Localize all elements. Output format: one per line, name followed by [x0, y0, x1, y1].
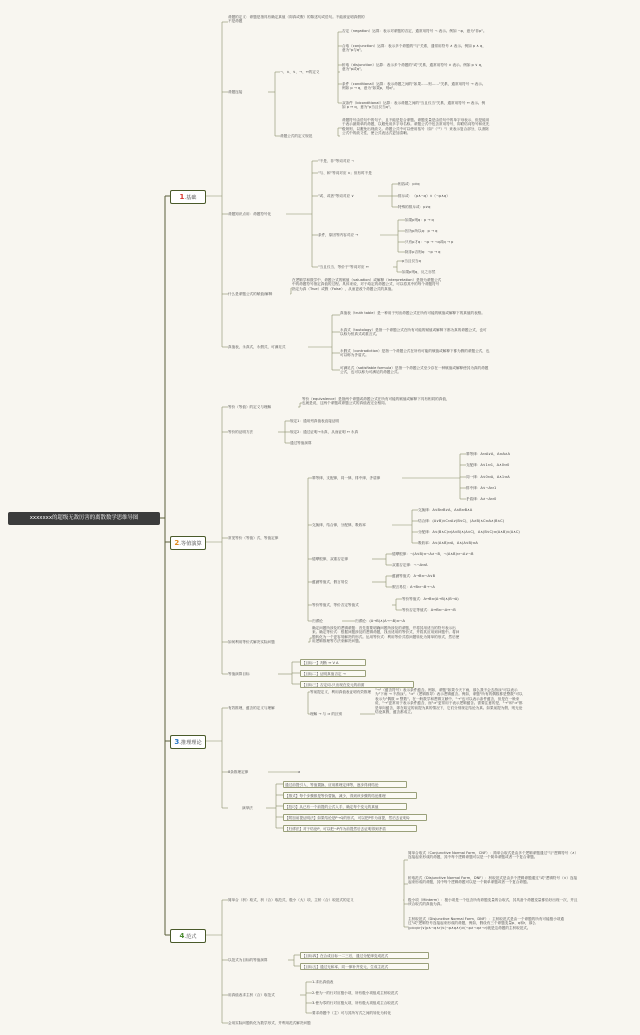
truth-table-def: 真值表（truth table）是一种用于列出命题公式在所有可能的赋值或解释下的真值的表格。 — [340, 311, 485, 315]
practical-equivalence-def: 确定问题所涉及的逻辑命题：首先需要明确问题所涉及的命题，并将其用适当的符号表示出来。确定等价式：根据问题涉及的逻辑命题，找出适用的等价式，并将其应用到问题中。将问题转化为一个更容易解决的形式。运用等价式：利用等价式将问题转化为简单的形式，然后使用逻辑推理等方法来解决问题。 — [312, 626, 460, 644]
interpretation-node[interactable]: 什么是命题公式的赋值/解释 — [228, 292, 273, 296]
iff-1: p当且仅当q — [402, 259, 421, 263]
root-node[interactable]: xxxxxxx的超级无敌厉害的离散数学思维导图 — [8, 512, 160, 525]
pdnf-def: 主析取范式（Disjunctive Normal Form，DNF）：主析取范式是由一个命题的所有可能极小项通过"或"逻辑符号连接起来形成的命题，例如，假设有三个命题变量p、q和r，那么(p∧q∧r)∨(p∧¬q∧r)∨(¬p∧q∧r)∨(¬p∧¬q∧¬r)就是这命题的主析取范式。 — [408, 917, 564, 930]
law-idempotent: 幂等律：A⇔A∨A，A⇔A∧A — [466, 452, 511, 456]
tt-step-4: 要求命题中（主）可与其所写式之间的转化为转化 — [312, 1011, 392, 1015]
formula-definition-node[interactable]: 命题公式的定义规范 — [280, 134, 313, 138]
connectives-node[interactable]: 命题连接 — [228, 90, 243, 94]
tt-step-2: 2.使为一的行对应极小项，所有极小项组成主析取范式 — [312, 991, 399, 995]
cond-node[interactable]: 条件，原因等内容对应 → — [318, 233, 359, 237]
normal-form-node[interactable]: 简单合（析）取式，析（合）取范式，极小（大）项，主析（合）取范式的定义 — [228, 898, 354, 902]
interpretation-def: 在逻辑学和数学中，命题公式的赋值（valuation）或解释（interpretation）是指为命题公式中的命题符号指定真值的过程。具体来说，对于给定的命题公式，可以将其中的每个命题符号指定为真（True）或假（False），从而更改个命题公式的真值。 — [292, 278, 442, 291]
contrast-node[interactable]: 理解 → 与 ⇒ 的区别 — [310, 712, 343, 716]
tt-step-3: 3.使为零的行对应极大项，所有极大项组成主合取范式 — [312, 1001, 399, 1005]
law-absorption: 吸收率：A∨(A∧B)⇔A，A∧(A∨B)⇔A — [418, 541, 478, 545]
section-4[interactable]: 4.范式 — [170, 929, 206, 943]
proposition-definition: 命题的定义：命题是指具有确定真值（即真或假）的陈述句或语句。不能被证明真假的不是命题 — [228, 15, 365, 24]
law-biconditional-negation: 等价否定等值式：A↔B⇔¬A↔¬B — [402, 608, 456, 612]
negation-def: 否定（negation）运算：表示对命题的否定，通常用符号 ¬ 表示。例如 ¬p，意为"非p"。 — [342, 29, 487, 33]
iff-2: 如果p则q，反之亦然 — [402, 270, 436, 274]
proof-1: 规定1：通用列真值表直接证明 — [290, 419, 340, 423]
laws-group-d[interactable]: 蕴涵等值式，假言易位 — [312, 580, 348, 584]
sym-or-node[interactable]: "或、或者"等词对应 ∨ — [318, 194, 354, 198]
practical-nf-node[interactable]: 会用实际问题转化为数学形式，并利用范式解决问题 — [228, 1021, 311, 1025]
section-1[interactable]: 1.基础 — [170, 190, 206, 204]
contrast-def: "→"（蕴含符号）表示条件蕴含。例如，命题"如果今天下雨，那么我不会去游泳"可以表示为"下雨 → 不游泳"。"⇒"（逻辑推导）表示逻辑蕴含。例如，命题"所有的偶数都是整数"可以表示为"偶数 ⇒ 整数"。在一般数学和逻辑文献中，"→"也可以表示条件蕴含，但是在一般来说，"→"更常用于表示条件蕴含，而"⇒"更常用于表示逻辑蕴含。需要注意的是，"→"和"⇒"都是单向蕴含，即在给定的前提为真的情况下，它们分别规定结论为真。如果前提为假，则无论结论真假，蕴含都成立。 — [375, 688, 523, 715]
conjunction-def: 合取（conjunction）运算：表示多个命题的"与"关系，通常用符号 ∧ 表示。例如 p ∧ q，意为"p与q"。 — [342, 44, 486, 53]
calculus-goals-node[interactable]: 等值演算目标 — [228, 672, 250, 676]
law-associative: 结合律：(A∨B)∨C⇔A∨(B∨C)，(A∧B)∧C⇔A∧(B∧C) — [418, 519, 504, 523]
calc-goal-1: 【目标一】判断 ↔ V A — [300, 659, 366, 666]
nf-goal-2: 【目标五】通过无和率、同一律补齐变元，生成主范式 — [300, 963, 429, 970]
sym-and: "与、和"等词对应 ∧；但有时不是 — [318, 171, 372, 175]
biconditional-def: 双条件（biconditional）运算：表示命题之间的"当且仅当"关系，通常用符号 ↔ 表示。例如 p ↔ q，意为"p当且仅当q"。 — [342, 101, 486, 110]
nf-goal-1: 【目标四】在合成目标一二三后，通过分配律变成范式 — [300, 952, 429, 959]
formula-definition: 命题符号由语句中的句子，且不能是复合命题。命题变量是由语句中的单字母表示，但是能用于表示最简单的命题，以避免用多字母名称。命题公式中包含常用符号，即联结词符号和优先级规则，以避免出现歧义。命题公式中可以使用括号（如"（""）"）来表示复合部分，以消除公式中的歧义性，使公式表达式更加清晰。 — [342, 118, 490, 136]
laws-node[interactable]: 常见等价（等值）式，等值定律 — [228, 536, 279, 540]
section-2[interactable]: 2.等值演算 — [170, 536, 206, 550]
sym-not: "不是、非"等词对应 ¬ — [318, 159, 355, 163]
valid-inference-1: 等前提定义，利用真值表证明有效推理 — [310, 690, 372, 694]
cond-1: 如果p则q：p → q — [405, 218, 434, 222]
rules-node[interactable]: 8条推理定律 — [228, 770, 249, 774]
practical-equivalence-node[interactable]: 如何利用等价式解决实际问题 — [228, 640, 275, 644]
satisfiable-def: 可满足式（satisfiable formula）是指一个命题公式至少存在一种赋值或解释使其为真的命题公式，也可以称为可满足的命题公式。 — [340, 366, 489, 375]
law-contraposition: 假言易位：A→B⇔¬B→¬A — [392, 585, 435, 589]
law-contradiction: 矛盾律：A∧¬A⇔0 — [466, 497, 497, 501]
deduction-5: 【归谬法】对于结论P，可以把¬P作为前提然后去证明得到矛盾 — [283, 825, 417, 832]
laws-group-c[interactable]: 德摩根律，双重否定律 — [312, 557, 348, 561]
equivalence-node[interactable]: 等价（等值）的定义与理解 — [228, 405, 272, 409]
symbolization-node[interactable]: 命题知识点用：命题符号化 — [228, 212, 272, 216]
conditional-def: 条件（conditional）运算：表示命题之间的"如果……则……"关系，通常用符号 → 表示。例如 p → q，意为"如果p，则q"。 — [342, 82, 486, 91]
contradiction-def: 永假式（contradiction）是指一个命题公式在所有可能的赋值或解释下都为假的命题公式，也可以称为矛盾式。 — [340, 349, 490, 358]
iff-node[interactable]: "当且仅当、等价于"等词对应 ↔ — [318, 265, 369, 269]
valid-inference-node[interactable]: 有效推理，蕴含的定义与理解 — [228, 706, 275, 710]
deduction-node[interactable]: 演绎法 — [242, 806, 253, 810]
law-domination: 支配律：A∨1⇔1，A∧0⇔0 — [466, 463, 510, 467]
law-identity: 同一律：A∨0⇔A，A∧1⇔A — [466, 475, 510, 479]
deduction-1: 通过前提引入、等值置换、应用推理定律等，逐步得到结论 — [283, 781, 407, 788]
section-3[interactable]: 3.推理理论 — [170, 735, 206, 749]
proof-3: 通过等值演算 — [290, 441, 312, 445]
law-distributive: 分配律：A∨(B∧C)⇔(A∨B)∧(A∨C)，A∧(B∨C)⇔(A∧B)∨(A∧C) — [418, 530, 520, 534]
calc-goal-3: 【目标三】否定词-只出现在变元的前面 — [300, 681, 414, 688]
equivalence-def: 等价（equivalence）是指两个命题或命题公式在所有可能的赋值或解释下具有相同的真值，也就是说，这两个命题或命题公式的真值表完全相同。 — [302, 397, 450, 406]
or-inclusive: 相容或：p∨q — [398, 182, 420, 186]
cond-2: 因为p所以q：p → q — [405, 229, 438, 233]
deduction-4: 【附加前提证明法】如果结论是P→Q的形式，可以把P作为前提，然后去证明Q — [283, 814, 427, 821]
or-exclusive: 排斥或：（p∧¬q）∨（¬p∧q） — [398, 194, 450, 198]
nf-goal-node[interactable]: 以范式为目标的等值演算 — [228, 958, 268, 962]
formula-types-node[interactable]: 真值表，永真式，永假式，可满足式 — [228, 345, 286, 349]
cnf-def: 简单合取式（Conjunctive Normal Form，CNF）：简单合取式是由多个逻辑命题通过"与"逻辑符号（∧）连接起来形成的命题，其中每个逻辑命题可以是一个简单命题或者一个复合命题。 — [408, 851, 577, 860]
proof-node[interactable]: 等价的证明方法 — [228, 430, 254, 434]
laws-group-a[interactable]: 幂等律，支配律，同一律，排中律，矛盾律 — [312, 476, 381, 480]
dnf-def: 析取范式（Disjunctive Normal Form，DNF）：析取范式是由多个逻辑命题通过"或"逻辑符号（∨）连接起来形成的命题，其中每个逻辑命题可以是一个简单命题或者一个复合命题。 — [408, 876, 578, 885]
proof-2: 规定2：通过证明→永真，从而证明 ↔ 永真 — [290, 430, 359, 434]
laws-group-e[interactable]: 等价等值式，等价否定等值式 — [312, 603, 359, 607]
law-reductio: 归谬论：(A→B)∧(A→¬B)⇔¬A — [355, 619, 405, 623]
law-excluded-middle: 排中律：A∨¬A⇔1 — [466, 486, 497, 490]
law-biconditional: 等价等值式：A↔B⇔(A→B)∧(B→A) — [402, 597, 459, 601]
deduction-2: 【推式】每个步骤都是等价替换，减少，得到该步骤的结论推理 — [283, 792, 417, 799]
connective-symbols-node[interactable]: ¬、∧、∨、→、↔的定义 — [280, 70, 320, 74]
cond-4: 除非p否则q：¬p → q — [405, 250, 441, 254]
disjunction-def: 析取（disjunction）运算：表示多个命题的"或"关系，通常用符号 ∨ 表示。例如 p ∨ q，意为"p或q"。 — [342, 63, 485, 72]
minterm-def: 极小项（Minterm）：极小项是一个包含所有命题变量的合取式，其具备个命题变量都恰好出现一次，并且该合取式的真值为真。 — [408, 898, 578, 907]
law-demorgan: 德摩根律：¬(A∨B)⇔¬A∧¬B，¬(A∧B)⇔¬A∨¬B — [392, 552, 474, 556]
tt-step-1: 1.求出真值表 — [312, 980, 334, 984]
cond-3: 只有p才q：¬p → ¬q或q → p — [405, 240, 454, 244]
calc-goal-2: 【目标二】证明真值否定 → — [300, 670, 366, 677]
law-commutative: 交换律：A∨B⇔B∨A，A∧B⇔B∧A — [418, 508, 473, 512]
law-double-negation: 双重否定律：¬¬A⇔A — [392, 563, 428, 567]
truth-table-method-node[interactable]: 用真值表求主析（合）取范式 — [228, 993, 275, 997]
reductio-node[interactable]: 归谬论 — [312, 619, 323, 623]
or-special: 特殊的排斥或：p∨q — [398, 205, 431, 209]
tautology-def: 永真式（tautology）是指一个命题公式在所有可能的赋值或解释下都为真的命题公式，也可以称为恒真式或重言式。 — [340, 328, 487, 337]
laws-group-b[interactable]: 交换律，结合律，分配律，吸收率 — [312, 523, 366, 527]
law-implication: 蕴涵等值式：A→B⇔¬A∨B — [392, 574, 436, 578]
rules-marker: a — [298, 770, 301, 774]
deduction-3: 【技巧】从已有一个前提的公式入手，确定每个变元的真值 — [283, 803, 407, 810]
